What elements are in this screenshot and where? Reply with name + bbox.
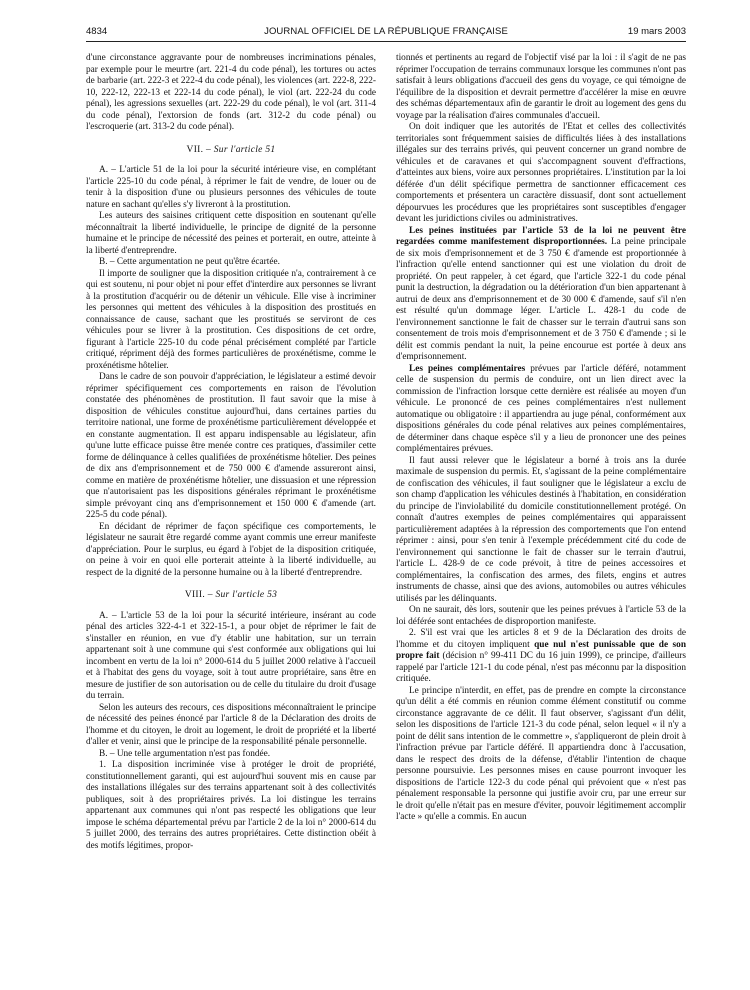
right-column <box>396 53 686 824</box>
paragraph: B. – Cette argumentation ne peut qu'être écartée. <box>99 257 280 267</box>
paragraph: B. – Une telle argumentation n'est pas fondée. <box>99 748 271 759</box>
highlighted-text: Les peines complémentaires <box>409 363 526 374</box>
paragraph: On ne saurait, dès lors, soutenir que les peines prévues à l'article 53 de la loi déférée sont entachées de disproportion manifeste. <box>396 605 686 627</box>
paragraph: tionnés et pertinents au regard de l'objectif visé par la loi : il s'agit de ne pas réprimer l'occupation de terrains communaux lorsque les communes n'ont pas satisfait à leurs obligations d'accueil des gens du voyage, ce qui témoigne de l'équilibre de la disposition et devrait permettre d'accélérer la mise en œuvre des schémas départementaux afin de garantir le droit au logement des gens du voyage par la réalisation d'aires communales d'accueil. <box>396 53 686 121</box>
paragraph-text: (décision n° 99-411 DC du 16 juin 1999), ce principe, d'ailleurs rappelé par l'article 121-1 du code pénal, n'est pas méconnu par la disposition critiquée. <box>396 651 687 684</box>
paragraph-text: prévues par l'article déféré, notamment celle de suspension du permis de conduire, ont un lien direct avec la commission de l'infraction lorsque cette dernière est réalisée au moyen d'un véhicule. Le prononcé de ces peines complémentaires n'est nullement automatique ou obligatoire : il appartiendra au juge pénal, conformément aux dispositions générales du code pénal relatives aux peines complémentaires, de déterminer dans chaque espèce s'il y a lieu de prononcer une des peines complémentaires prévues. <box>396 363 687 454</box>
paragraph: En décidant de réprimer de façon spécifique ces comportements, le législateur ne saurait être regardé comme ayant commis une erreur manifeste d'appréciation. Pour le surplus, eu égard à l'objet de la disposition critiquée, on peine à voir en quoi elle porterait atteinte à la liberté individuelle, au respect de la dignité de la personne humaine ou à la liberté d'entreprendre. <box>86 521 376 578</box>
paragraph <box>396 364 686 456</box>
paragraph: Il importe de souligner que la disposition critiquée n'a, contrairement à ce qui est soutenu, ni pour objet ni pour effet d'interdire aux personnes se livrant à la prostitution d'acquérir ou de détenir un véhicule. Elle vise à incriminer les personnes qui mettent des véhicules à la disposition des prostitués en connaissance de cause, sachant que les prostitués se serviront de ces véhicules pour se livrer à la prostitution. Ces dispositions de cet ordre, figurant à l'article 225-10 du code pénal précisément complété par l'article critiqué, répriment déjà des formes particulières de proxénétisme, comme le proxénétisme hôtelier. <box>86 268 376 371</box>
page-header <box>86 26 686 40</box>
paragraph <box>396 628 686 686</box>
page-number: 4834 <box>86 26 108 37</box>
heading-number: VIII. – <box>184 590 216 600</box>
left-column <box>86 53 376 852</box>
paragraph: Il faut aussi relever que le législateur a borné à trois ans la durée maximale de suspension du permis. Et, s'agissant de la peine complémentaire de confiscation des véhicules, il faut souligner que le législateur a exclu de son champ d'application les véhicules destinés à l'habitation, en considération du principe de l'inviolabilité du domicile constitutionnellement protégé. On connaît d'autres exemples de peines complémentaires qui apparaissent particulièrement adaptées à la répression des comportements que l'on entend réprimer : ainsi, pour s'en tenir à l'exemple précédemment cité du code de l'environnement qui sanctionne le fait de chasser sur le terrain d'autrui, l'article L. 428-9 de ce code prévoit, à titre de peines accessoires et complémentaires, la confiscation des armes, des filets, engins et autres instruments de chasse, ainsi que des avions, automobiles ou autres véhicules utilisés par les délinquants. <box>396 455 686 604</box>
header-rule <box>86 41 686 42</box>
paragraph <box>396 226 686 364</box>
paragraph: Les auteurs des saisines critiquent cette disposition en soutenant qu'elle méconnaîtrait la liberté individuelle, le principe de dignité de la personne humaine et le principe de nécessité des peines et porterait, en outre, atteinte à la liberté d'entreprendre. <box>86 211 376 256</box>
paragraph: Le principe n'interdit, en effet, pas de prendre en compte la circonstance qu'un délit a été commis en réunion comme élément constitutif ou comme circonstance aggravante de ce délit. Il faut observer, s'agissant d'un délit, selon les dispositions de l'article 121-3 du code pénal, selon lequel « il n'y a point de délit sans intention de le commettre », s'appliqueront de plein droit à l'infraction prévue par l'article déféré. Il appartiendra donc à l'accusation, dans le respect des droits de la défense, d'établir l'intention de chaque personne poursuivie. Les personnes mises en cause pourront invoquer les dispositions de l'article 122-3 du code pénal qui prévoient que « n'est pas pénalement responsable la personne qui justifie avoir cru, par une erreur sur le droit qu'elle n'était pas en mesure d'éviter, pouvoir légitimement accomplir l'acte » qu'elle a commis. En aucun <box>396 685 686 822</box>
highlighted-text: que nul n'est punissable que de son propre fait <box>396 639 686 661</box>
paragraph: A. – L'article 51 de la loi pour la sécurité intérieure vise, en complétant l'article 225-10 du code pénal, à réprimer le fait de vendre, de louer ou de tenir à la disposition d'une ou plusieurs personnes des véhicules de toute nature en sachant qu'elles s'y livreront à la prostitution. <box>86 165 376 210</box>
paragraph: Selon les auteurs des recours, ces dispositions méconnaîtraient le principe de nécessité des peines énoncé par l'article 8 de la Déclaration des droits de l'homme et du citoyen, le droit au logement, le droit de propriété et la liberté d'aller et venir, ainsi que le principe de la responsabilité pénale personnelle. <box>86 702 376 747</box>
paragraph-text: La peine principale de six mois d'emprisonnement et de 3 750 € d'amende est proportionnée à l'infraction qu'elle entend sanctionner qui est une violation du droit de propriété. On peut rappeler, à cet égard, que l'article 322-1 du code pénal punit la destruction, la dégradation ou la détérioration d'un bien appartenant à autrui de deux ans d'emprisonnement et de 30 000 € d'amende, sauf s'il n'en est résulté qu'un dommage léger. L'article L. 428-1 du code de l'environnement sanctionne le fait de chasser sur le terrain d'autrui sans son consentement de trois mois d'emprisonnement et de 3 750 € d'amende ; si le délit est commis pendant la nuit, la peine encourue est portée à deux ans d'emprisonnement. <box>396 237 686 362</box>
paragraph: 1. La disposition incriminée vise à protéger le droit de propriété, constitutionnellement garanti, qui est aujourd'hui souvent mis en cause par des installations illégales sur des terrains appartenant soit à des collectivités publiques, soit à des propriétaires privés. La loi distingue les terrains appartenant aux communes qui n'ont pas respecté les obligations que leur impose le schéma départemental prévu par l'article 2 de la loi n° 2000-614 du 5 juillet 2000, des terrains des autres propriétaires. Cette distinction obéit à des motifs légitimes, propor- <box>86 760 376 851</box>
heading-subject: Sur l'article 53 <box>215 590 278 600</box>
paragraph: A. – L'article 53 de la loi pour la sécurité intérieure, insérant au code pénal des articles 322-4-1 et 322-15-1, a pour objet de réprimer le fait de s'installer en réunion, en vue d'y établir une habitation, sur un terrain appartenant soit à une commune qui s'est conformée aux obligations qui lui incombent en vertu de la loi n° 2000-614 du 5 juillet 2000 relative à l'accueil et à l'habitat des gens du voyage, soit à tout autre propriétaire, sans être en mesure de justifier de son autorisation ou de celle du titulaire du droit d'usage du terrain. <box>86 610 376 701</box>
section-heading-viii <box>86 590 376 602</box>
highlighted-text: Les peines instituées par l'article 53 de la loi ne peuvent être regardées comme manifestement disproportionnées. <box>396 225 686 247</box>
paragraph: d'une circonstance aggravante pour de nombreuses incriminations pénales, par exemple pour le meurtre (art. 221-4 du code pénal), les tortures ou actes de barbarie (art. 222-3 et 222-4 du code pénal), les violences (art. 222-8, 222-10, 222-12, 222-13 et 222-14 du code pénal), le viol (art. 222-24 du code pénal), les agressions sexuelles (art. 222-29 du code pénal), le vol (art. 311-4 du code pénal), l'extorsion de fonds (art. 312-2 du code pénal) ou l'escroquerie (art. 313-2 du code pénal). <box>86 53 376 132</box>
journal-title: JOURNAL OFFICIEL DE LA RÉPUBLIQUE FRANÇAISE <box>264 26 508 37</box>
section-heading-vii <box>86 145 376 157</box>
heading-subject: Sur l'article 51 <box>213 144 276 155</box>
paragraph: On doit indiquer que les autorités de l'Etat et celles des collectivités territoriales sont fréquemment saisies de difficultés liées à des installations illégales sur des terrains privés, qui peuvent concerner un grand nombre de véhicules et de caravanes et qui s'accompagnent souvent d'effractions, d'atteintes aux biens, voire aux personnes propriétaires. L'institution par la loi déférée d'un délit spécifique permettra de sanctionner efficacement ces comportements et présentera un caractère dissuasif, dont sont actuellement dépourvues les procédures que les propriétaires sont susceptibles d'engager devant les juridictions civiles ou administratives. <box>396 122 686 224</box>
paragraph: Dans le cadre de son pouvoir d'appréciation, le législateur a estimé devoir réprimer spécifiquement ces comportements en raison de l'évolution constatée des phénomènes de prostitution. Il faut savoir que la mise à disposition de véhicules constitue aujourd'hui, dans certaines parties du territoire national, une forme de proxénétisme particulièrement développée et en constante augmentation. Il est apparu indispensable au législateur, afin qu'une lutte efficace puisse être menée contre ces pratiques, d'assimiler cette forme de délinquance à celles qualifiées de proxénétisme hôtelier. Des peines de dix ans d'emprisonnement et de 750 000 € d'amende assureront ainsi, comme en matière de proxénétisme hôtelier, une dissuasion et une répression que n'autorisaient pas les dispositions générales réprimant le proxénétisme simple prévoyant cinq ans d'emprisonnement et 150 000 € d'amende (art. 225-5 du code pénal). <box>86 372 376 520</box>
issue-date: 19 mars 2003 <box>627 26 686 37</box>
paragraph-text: 2. S'il est vrai que les articles 8 et 9 de la Déclaration des droits de l'homme et du citoyen impliquent <box>396 628 686 650</box>
heading-number: VII. – <box>186 144 214 155</box>
